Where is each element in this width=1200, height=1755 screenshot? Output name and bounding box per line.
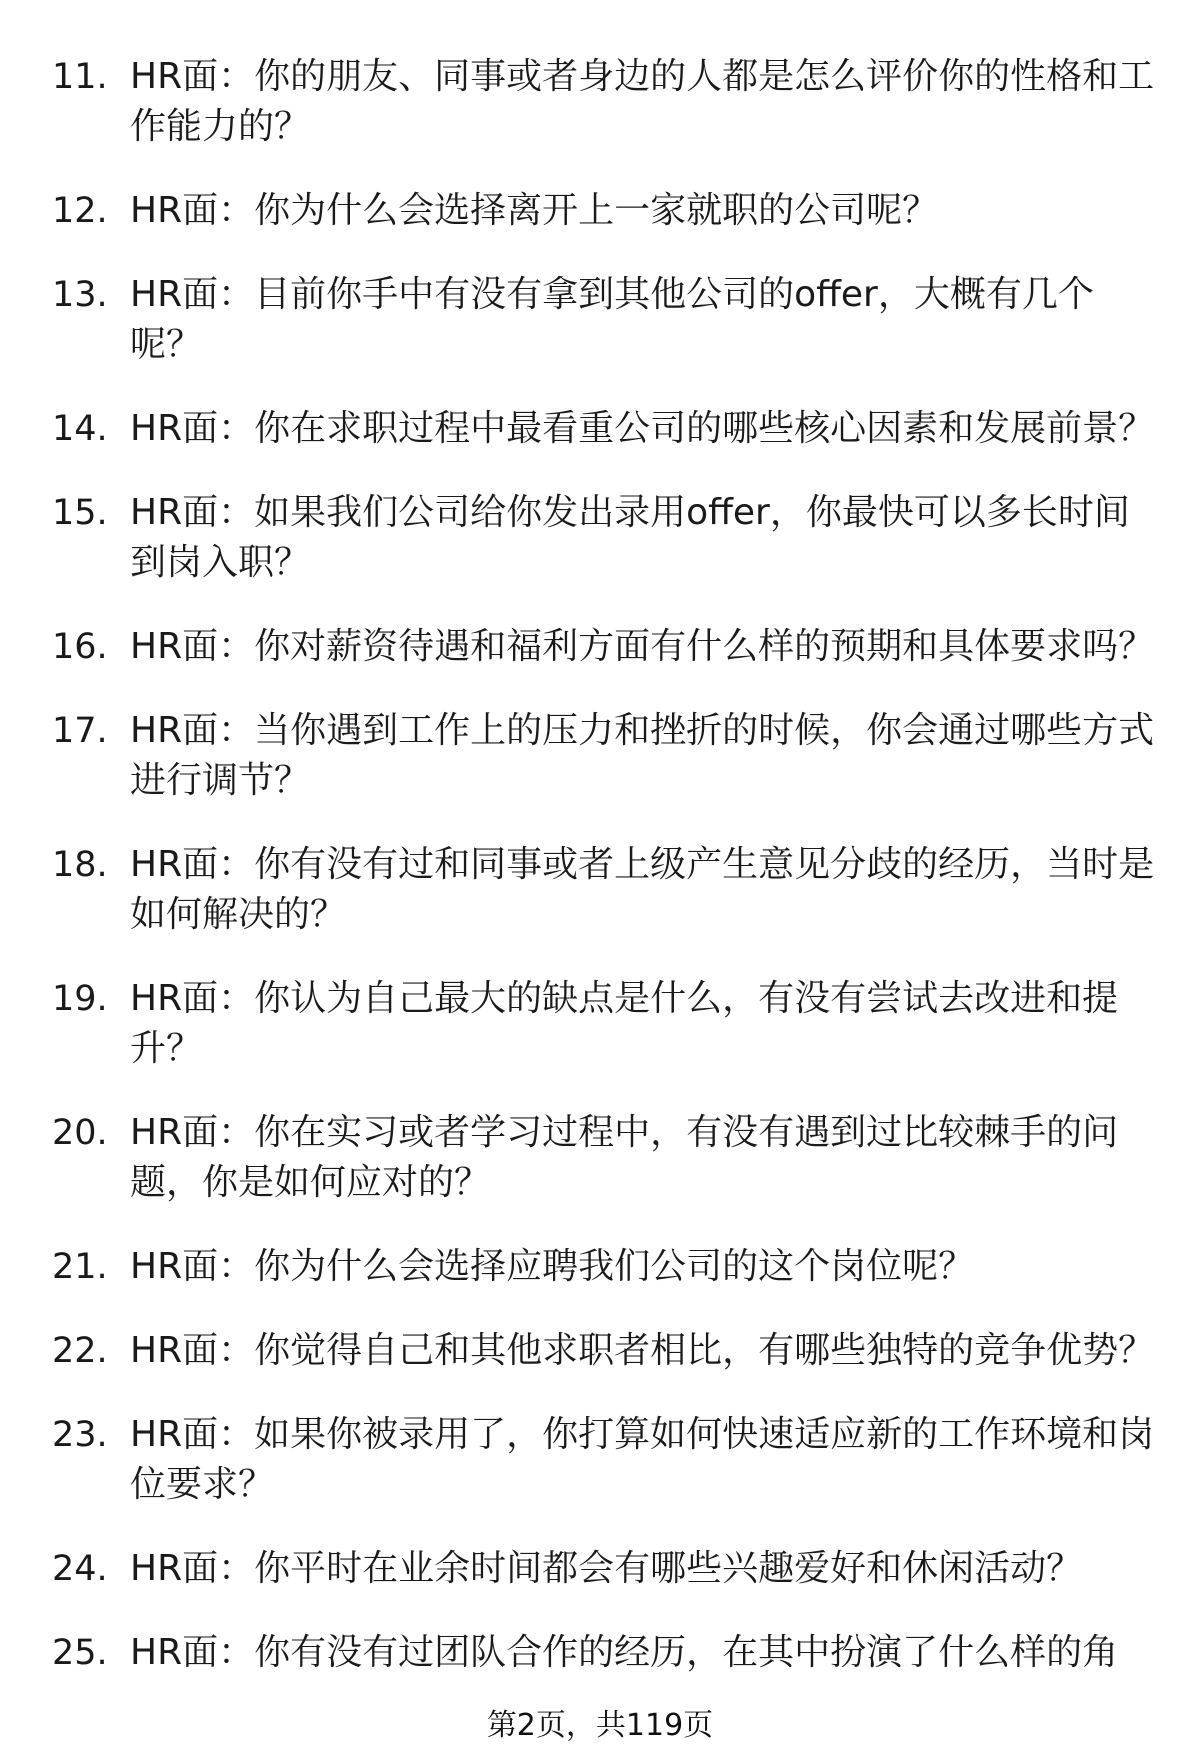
item-text: HR面：你平时在业余时间都会有哪些兴趣爱好和休闲活动？ — [130, 1548, 1083, 1589]
item-number: 12. — [52, 191, 108, 231]
item-number: 16. — [52, 627, 108, 667]
item-number: 24. — [52, 1549, 108, 1589]
item-number: 25. — [52, 1633, 108, 1673]
list-item — [0, 1326, 1200, 1376]
item-number: 14. — [52, 409, 108, 449]
item-text: HR面：你在求职过程中最看重公司的哪些核心因素和发展前景？ — [130, 408, 1155, 449]
list-item — [0, 622, 1200, 672]
item-text: HR面：你有没有过和同事或者上级产生意见分歧的经历，当时是如何解决的？ — [130, 844, 1155, 935]
item-text: HR面：你为什么会选择应聘我们公司的这个岗位呢？ — [130, 1246, 975, 1287]
list-item — [0, 1544, 1200, 1594]
item-number: 15. — [52, 493, 108, 533]
item-text: HR面：你在实习或者学习过程中，有没有遇到过比较棘手的问题，你是如何应对的？ — [130, 1112, 1119, 1203]
page-footer: 第2页，共119页 — [486, 1708, 714, 1743]
item-text: HR面：目前你手中有没有拿到其他公司的offer，大概有几个呢？ — [130, 274, 1094, 365]
item-text: HR面：当你遇到工作上的压力和挫折的时候，你会通过哪些方式进行调节？ — [130, 710, 1155, 801]
list-item — [0, 404, 1200, 454]
item-number: 11. — [52, 57, 108, 97]
item-number: 22. — [52, 1331, 108, 1371]
list-item — [0, 1108, 1200, 1208]
item-text: HR面：你觉得自己和其他求职者相比，有哪些独特的竞争优势？ — [130, 1330, 1155, 1371]
question-list — [0, 52, 1200, 1712]
list-item — [0, 270, 1200, 370]
item-text: HR面：你认为自己最大的缺点是什么，有没有尝试去改进和提升？ — [130, 978, 1119, 1069]
list-item — [0, 52, 1200, 152]
list-item — [0, 1242, 1200, 1292]
item-number: 23. — [52, 1415, 108, 1455]
item-number: 17. — [52, 711, 108, 751]
list-item — [0, 1410, 1200, 1510]
item-number: 20. — [52, 1113, 108, 1153]
item-text: HR面：你对薪资待遇和福利方面有什么样的预期和具体要求吗？ — [130, 626, 1155, 667]
list-item — [0, 974, 1200, 1074]
item-number: 18. — [52, 845, 108, 885]
list-item — [0, 186, 1200, 236]
item-text: HR面：如果你被录用了，你打算如何快速适应新的工作环境和岗位要求？ — [130, 1414, 1155, 1505]
item-text: HR面：你有没有过团队合作的经历，在其中扮演了什么样的角 — [130, 1632, 1119, 1673]
item-text: HR面：如果我们公司给你发出录用offer，你最快可以多长时间到岗入职？ — [130, 492, 1130, 583]
list-item — [0, 706, 1200, 806]
list-item — [0, 840, 1200, 940]
item-text: HR面：你为什么会选择离开上一家就职的公司呢？ — [130, 190, 939, 231]
item-number: 13. — [52, 275, 108, 315]
item-number: 21. — [52, 1247, 108, 1287]
item-number: 19. — [52, 979, 108, 1019]
list-item — [0, 488, 1200, 588]
list-item — [0, 1628, 1200, 1678]
item-text: HR面：你的朋友、同事或者身边的人都是怎么评价你的性格和工作能力的？ — [130, 56, 1155, 147]
